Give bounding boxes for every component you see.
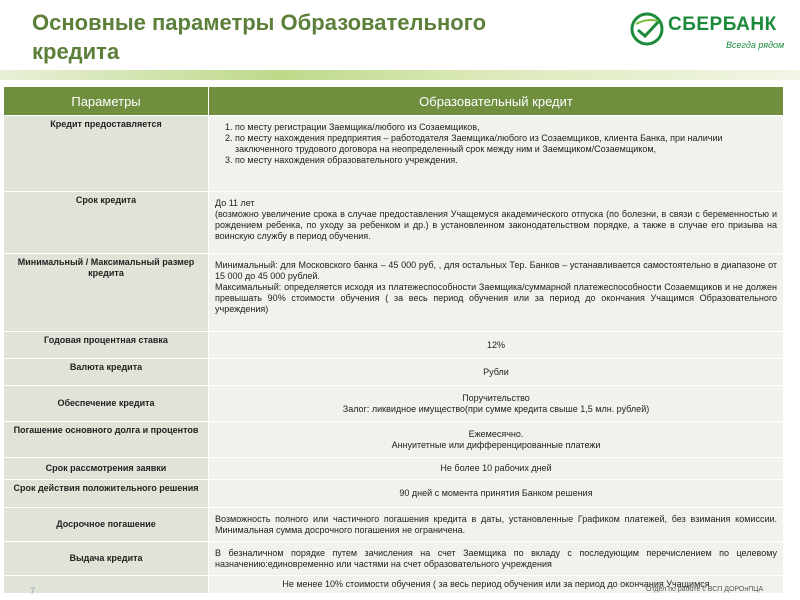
sberbank-logo (630, 12, 790, 57)
param-cell: Минимальный / Максимальный размер кредита (4, 254, 209, 332)
parameters-table (3, 86, 784, 594)
table-row (4, 386, 784, 422)
param-cell: Кредит предоставляется (4, 116, 209, 192)
value-line: (возможно увеличение срока в случае предоставления Учащемуся академического отпуска (по болезни, в связи с беременностью и рождением ребенка, по уходу за ребенком и др.) в установленном законодательством порядке, а также в случае его призыва на воинскую службу в период обучения. (215, 209, 777, 241)
list-item: 3. по месту нахождения образовательного учреждения. (235, 155, 777, 166)
table-row (4, 480, 784, 508)
param-cell: Выдача кредита (4, 542, 209, 576)
table-row (4, 458, 784, 480)
value-cell: Возможность полного или частичного погашения кредита в даты, установленные Графиком платежей, без взимания комиссии. Минимальная сумма досрочного погашения не ограничена. (209, 508, 784, 542)
table-row (4, 542, 784, 576)
list-item: 1. по месту регистрации Заемщика/любого из Созаемщиков, (235, 122, 777, 133)
table-row (4, 359, 784, 386)
page-title-line-2: кредита (32, 39, 120, 64)
table-row (4, 192, 784, 254)
column-header-params: Параметры (4, 87, 209, 116)
value-line: Залог: ликвидное имущество(при сумме кредита свыше 1,5 млн. рублей) (342, 403, 650, 414)
table-row (4, 254, 784, 332)
param-cell: Срок действия положительного решения (4, 480, 209, 508)
param-cell: Обеспечение кредита (4, 386, 209, 422)
page-title-line-1: Основные параметры Образовательного (32, 10, 487, 35)
table-header-row (4, 87, 784, 116)
value-cell (209, 116, 784, 192)
value-cell: Не более 10 рабочих дней (209, 458, 784, 480)
value-line: До 11 лет (215, 198, 255, 208)
decorative-band (0, 70, 800, 80)
value-line: Поручительство (462, 392, 530, 403)
credit-location-list (215, 122, 777, 166)
value-cell: 12% (209, 332, 784, 359)
param-cell: Срок рассмотрения заявки (4, 458, 209, 480)
table-row (4, 508, 784, 542)
sberbank-logo-icon (630, 12, 664, 46)
footer-note: Отдел по работе с ВСП ДОРОнПЦА (646, 586, 764, 593)
column-header-credit: Образовательный кредит (209, 87, 784, 116)
value-cell: В безналичном порядке путем зачисления на счет Заемщика по вкладу с последующим перечислением по целевому назначению:единовременно или частями на счет образовательного учреждения (209, 542, 784, 576)
list-item: 2. по месту нахождения предприятия – работодателя Заемщика/любого из Созаемщиков, клиента Банка, при наличии заключенного трудового договора на неопределенный срок между ним и Заемщиком/Созаемщиком, (235, 133, 777, 155)
value-cell: 90 дней с момента принятия Банком решения (209, 480, 784, 508)
value-cell (209, 422, 784, 458)
value-line: Аннуитетные или дифференцированные платежи (391, 439, 601, 450)
page-title (32, 8, 592, 66)
table-row (4, 332, 784, 359)
value-cell (209, 254, 784, 332)
param-cell: Досрочное погашение (4, 508, 209, 542)
value-line: Максимальный: определяется исходя из платежеспособности Заемщика/суммарной платежеспособности Созаемщиков и не должен превышать 90% стоимости обучения ( за весь период обучения или за период до окончания Учащимся Образовательного учреждения) (215, 282, 777, 314)
param-cell: Валюта кредита (4, 359, 209, 386)
param-cell: Годовая процентная ставка (4, 332, 209, 359)
param-cell: Погашение основного долга и процентов (4, 422, 209, 458)
value-line: Минимальный: для Московского банка – 45 000 руб, , для остальных Тер. Банков – устанавливается самостоятельно в диапазоне от 15 000 до 45 000 рублей. (215, 260, 777, 281)
value-cell: Не менее 10% стоимости обучения ( за весь период обучения или за период до окончания Учащимся (209, 576, 784, 594)
value-cell: Рубли (209, 359, 784, 386)
value-cell (209, 192, 784, 254)
table-row (4, 422, 784, 458)
value-cell (209, 386, 784, 422)
logo-slogan: Всегда рядом (726, 40, 785, 50)
param-cell: Срок кредита (4, 192, 209, 254)
page-number: 7 (30, 586, 36, 596)
table-row (4, 116, 784, 192)
logo-name: СБЕРБАНК (668, 14, 777, 35)
value-line: Ежемесячно. (468, 428, 524, 439)
